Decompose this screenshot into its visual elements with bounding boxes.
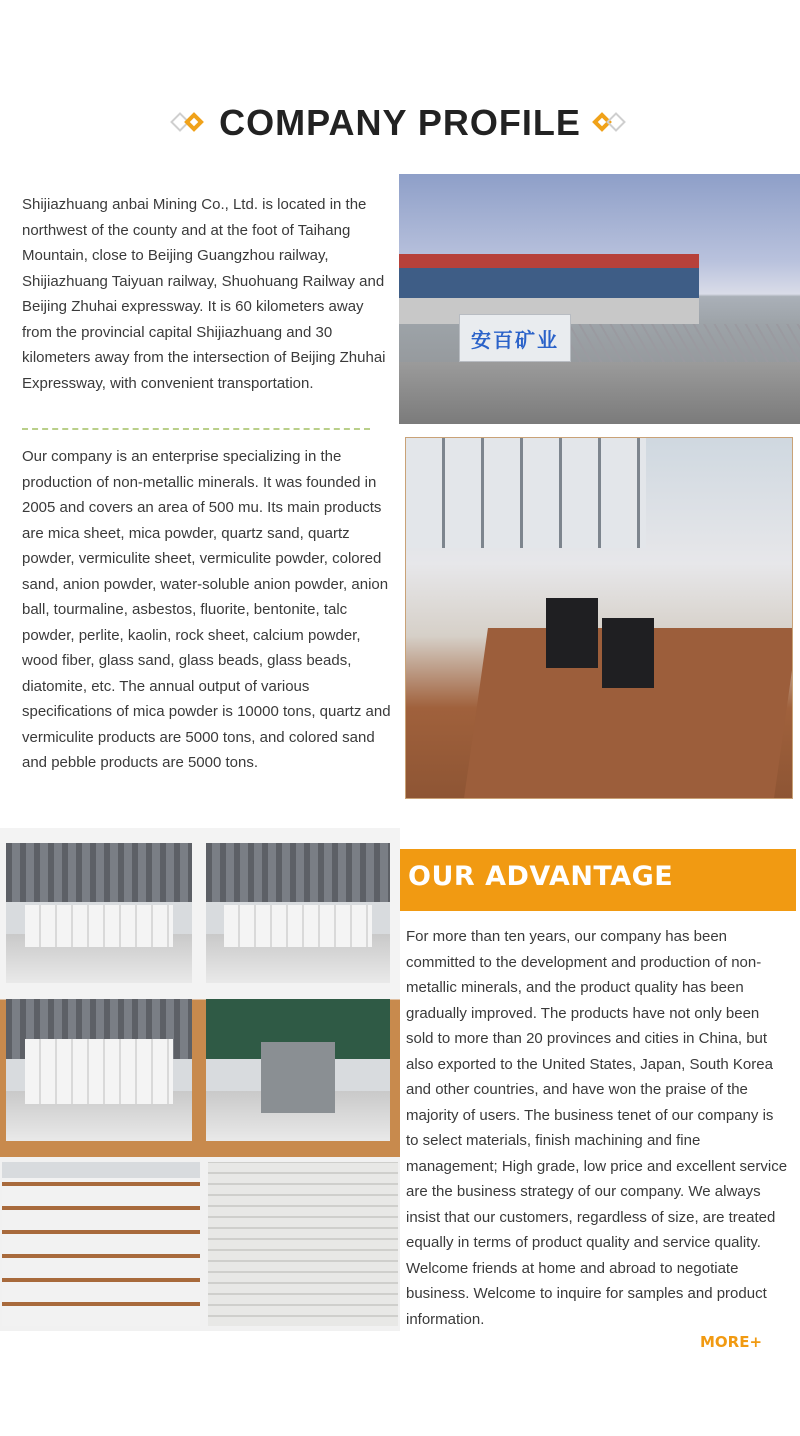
- warehouse-photo: [206, 843, 390, 983]
- diamond-deco-icon: [169, 108, 209, 138]
- advantage-title: OUR ADVANTAGE: [408, 861, 674, 892]
- warehouse-photo: [6, 843, 192, 983]
- machinery-photo: [206, 999, 390, 1141]
- warehouse-photo: [6, 999, 192, 1141]
- dashed-divider: [22, 428, 370, 430]
- bag-stack-photo: [208, 1162, 398, 1326]
- office-photo: [405, 437, 793, 799]
- section-title: [0, 98, 800, 148]
- advantage-paragraph: For more than ten years, our company has been committed to the development and production of non-metallic minerals, and the product quality has been gradually improved. The products have not only been sold to more than 20 provinces and cities in China, but also exported to the United States, Japan, South Korea and other countries, and have won the praise of the majority of users. The business tenet of our company is to select materials, finish machining and fine management; High grade, low price and excellent service are the business strategy of our company. We always insist that our customers, regardless of size, are treated equally in terms of product quality and service quality. Welcome friends at home and abroad to negotiate business. Welcome to inquire for samples and product information.: [406, 928, 788, 1328]
- page-title: COMPANY PROFILE: [219, 102, 581, 143]
- gate-sign: 安百矿业: [459, 314, 571, 362]
- more-link[interactable]: MORE+: [700, 1333, 763, 1351]
- products-paragraph: Our company is an enterprise specializing in the production of non-metallic minerals. It was founded in 2005 and covers an area of 500 mu. Its main products are mica sheet, mica powder, quartz sand, quartz powder, vermiculite sheet, vermiculite powder, colored sand, anion powder, water-soluble anion powder, anion ball, tourmaline, asbestos, fluorite, bentonite, talc powder, perlite, kaolin, rock sheet, calcium powder, wood fiber, glass sand, glass beads, glass beads, diatomite, etc. The annual output of various specifications of mica powder is 10000 tons, quartz and vermiculite products are 5000 tons, and colored sand and pebble products are 5000 tons.: [22, 448, 391, 771]
- pallet-stack-photo: [2, 1162, 200, 1326]
- factory-photo: [399, 174, 800, 424]
- diamond-deco-icon: [591, 108, 631, 138]
- intro-paragraph: Shijiazhuang anbai Mining Co., Ltd. is located in the northwest of the county and at the foot of Taihang Mountain, close to Beijing Guangzhou railway, Shijiazhuang Taiyuan railway, Shuohuang Railway and Beijing Zhuhai expressway. It is 60 kilometers away from the provincial capital Shijiazhuang and 30 kilometers away from the intersection of Beijing Zhuhai Expressway, with convenient transportation.: [22, 196, 386, 392]
